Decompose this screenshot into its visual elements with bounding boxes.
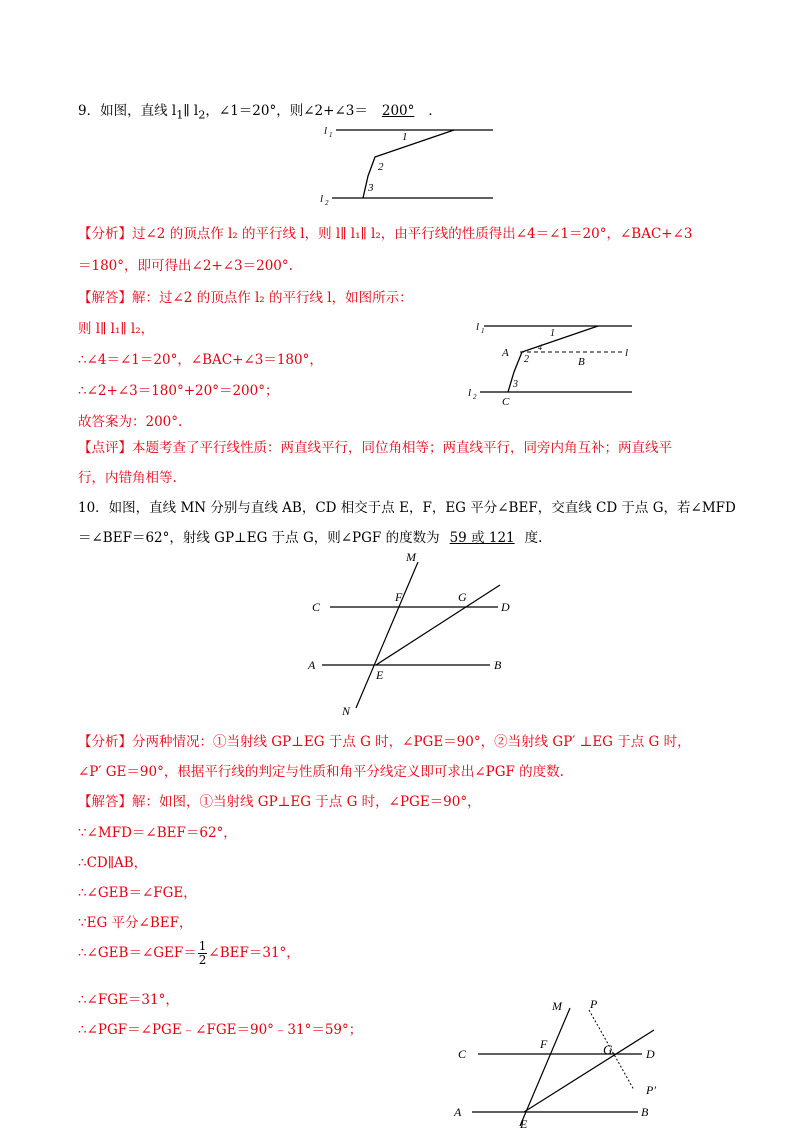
q10-analysis-1: 【分析】分两种情况：①当射线 GP⊥EG 于点 G 时，∠PGE＝90°，②当射线 GP′ ⊥EG 于点 G 时， xyxy=(78,734,691,750)
label-P: P xyxy=(590,997,598,1011)
q9-solution-5: 故答案为：200°. xyxy=(78,414,183,430)
label-angle-3: 3 xyxy=(368,182,374,194)
label-l1: l xyxy=(324,125,328,137)
label-angle-3: 3 xyxy=(513,379,518,390)
q10-question-2 xyxy=(78,526,542,546)
q9-comment-2: 行，内错角相等. xyxy=(78,470,177,486)
q10-solution-8: ∴∠PGF＝∠PGE﹣∠FGE＝90°﹣31°＝59°； xyxy=(78,1022,363,1038)
label-angle-2: 2 xyxy=(524,354,529,365)
q10-figure-1 xyxy=(300,550,530,720)
label-A: A xyxy=(454,1105,462,1119)
q10-figure-2 xyxy=(448,996,678,1132)
q10-answer: 59 或 121 xyxy=(449,530,515,546)
q10-solution-6a: ∴∠GEB＝∠GEF＝ xyxy=(78,945,197,961)
q9-solution-4: ∴∠2+∠3＝180°+20°＝200°； xyxy=(78,383,279,399)
label-M: M xyxy=(406,550,416,564)
q10-question-1: 10．如图，直线 MN 分别与直线 AB，CD 相交于点 E，F，EG 平分∠BEF，交直线 CD 于点 G，若∠MFD xyxy=(78,500,736,516)
q10-solution-1: 【解答】解：如图，①当射线 GP⊥EG 于点 G 时，∠PGE＝90°， xyxy=(78,794,481,810)
label-D: D xyxy=(501,600,510,614)
label-point-C: C xyxy=(502,396,510,408)
label-A: A xyxy=(308,658,316,672)
label-M: M xyxy=(552,999,562,1013)
q9-figure-1 xyxy=(318,120,498,210)
label-line-l: l xyxy=(625,347,629,359)
label-l2: l xyxy=(468,387,472,399)
label-G: G xyxy=(458,590,467,604)
label-l2-sub: 2 xyxy=(473,393,477,401)
label-angle-1: 1 xyxy=(402,131,408,143)
label-point-A: A xyxy=(502,347,509,359)
label-N: N xyxy=(342,704,351,718)
q10-solution-5: ∵EG 平分∠BEF， xyxy=(78,915,193,931)
q10-solution-6 xyxy=(78,940,300,967)
q10-question-2a: ＝∠BEF＝62°，射线 GP⊥EG 于点 G，则∠PGF 的度数为 xyxy=(78,530,440,546)
label-l2-sub: 2 xyxy=(325,199,329,207)
q10-solution-6b: ∠BEF＝31°， xyxy=(208,945,300,961)
label-F: F xyxy=(540,1037,548,1051)
label-l1: l xyxy=(476,321,480,333)
label-F: F xyxy=(395,590,403,604)
label-D: D xyxy=(646,1047,655,1061)
q10-solution-4: ∴∠GEB＝∠FGE， xyxy=(78,885,197,901)
label-angle-4: 4 xyxy=(538,343,542,352)
q10-solution-3: ∴CD∥AB， xyxy=(78,855,148,871)
label-P-prime: P′ xyxy=(646,1083,656,1097)
fraction-denominator: 2 xyxy=(198,953,207,967)
subscript: 1 xyxy=(176,108,184,122)
q9-comment-1: 【点评】本题考查了平行线性质：两直线平行，同位角相等；两直线平行，同旁内角互补；两直线平 xyxy=(78,440,672,456)
label-l1-sub: 1 xyxy=(481,327,485,335)
q9-figure-2 xyxy=(462,314,642,409)
fraction-numerator: 1 xyxy=(198,939,207,953)
label-l1-sub: 1 xyxy=(329,131,333,139)
label-C: C xyxy=(312,600,321,614)
q9-question xyxy=(78,99,442,122)
q10-analysis-2: ∠P′ GE＝90°，根据平行线的判定与性质和角平分线定义即可求出∠PGF 的度数. xyxy=(78,764,564,780)
q9-solution-2: 则 l∥ l₁∥ l₂， xyxy=(78,321,155,337)
q9-analysis-1: 【分析】过∠2 的顶点作 l₂ 的平行线 l，则 l∥ l₁∥ l₂，由平行线的性质得出∠4＝∠1＝20°，∠BAC+∠3 xyxy=(78,226,693,242)
q9-question-mid: ，∠1＝20°，则∠2+∠3＝ xyxy=(205,103,368,119)
label-G: G xyxy=(603,1042,613,1057)
q10-solution-2: ∵∠MFD＝∠BEF＝62°， xyxy=(78,825,237,841)
q9-solution-3: ∴∠4＝∠1＝20°，∠BAC+∠3＝180°， xyxy=(78,352,323,368)
label-point-B: B xyxy=(578,356,585,368)
q10-question-2b: 度. xyxy=(524,530,543,546)
label-E: E xyxy=(520,1117,528,1131)
label-C: C xyxy=(458,1047,467,1061)
label-l2: l xyxy=(320,193,324,205)
label-angle-2: 2 xyxy=(378,161,384,173)
q9-answer: 200° xyxy=(381,103,415,119)
fraction-one-half xyxy=(198,940,208,967)
label-angle-1: 1 xyxy=(550,328,555,339)
subscript: 2 xyxy=(198,108,206,122)
q9-question-prefix: 9．如图，直线 l xyxy=(78,103,177,119)
q9-analysis-2: ＝180°，即可得出∠2+∠3＝200°. xyxy=(78,258,293,274)
label-B: B xyxy=(494,658,502,672)
q9-question-end: ． xyxy=(428,103,442,119)
q9-solution-1: 【解答】解：过∠2 的顶点作 l₂ 的平行线 l，如图所示： xyxy=(78,290,413,306)
label-B: B xyxy=(641,1105,649,1119)
q10-solution-7: ∴∠FGE＝31°， xyxy=(78,992,179,1008)
label-E: E xyxy=(376,668,384,682)
q9-parallel-text: ∥ l xyxy=(183,103,199,119)
